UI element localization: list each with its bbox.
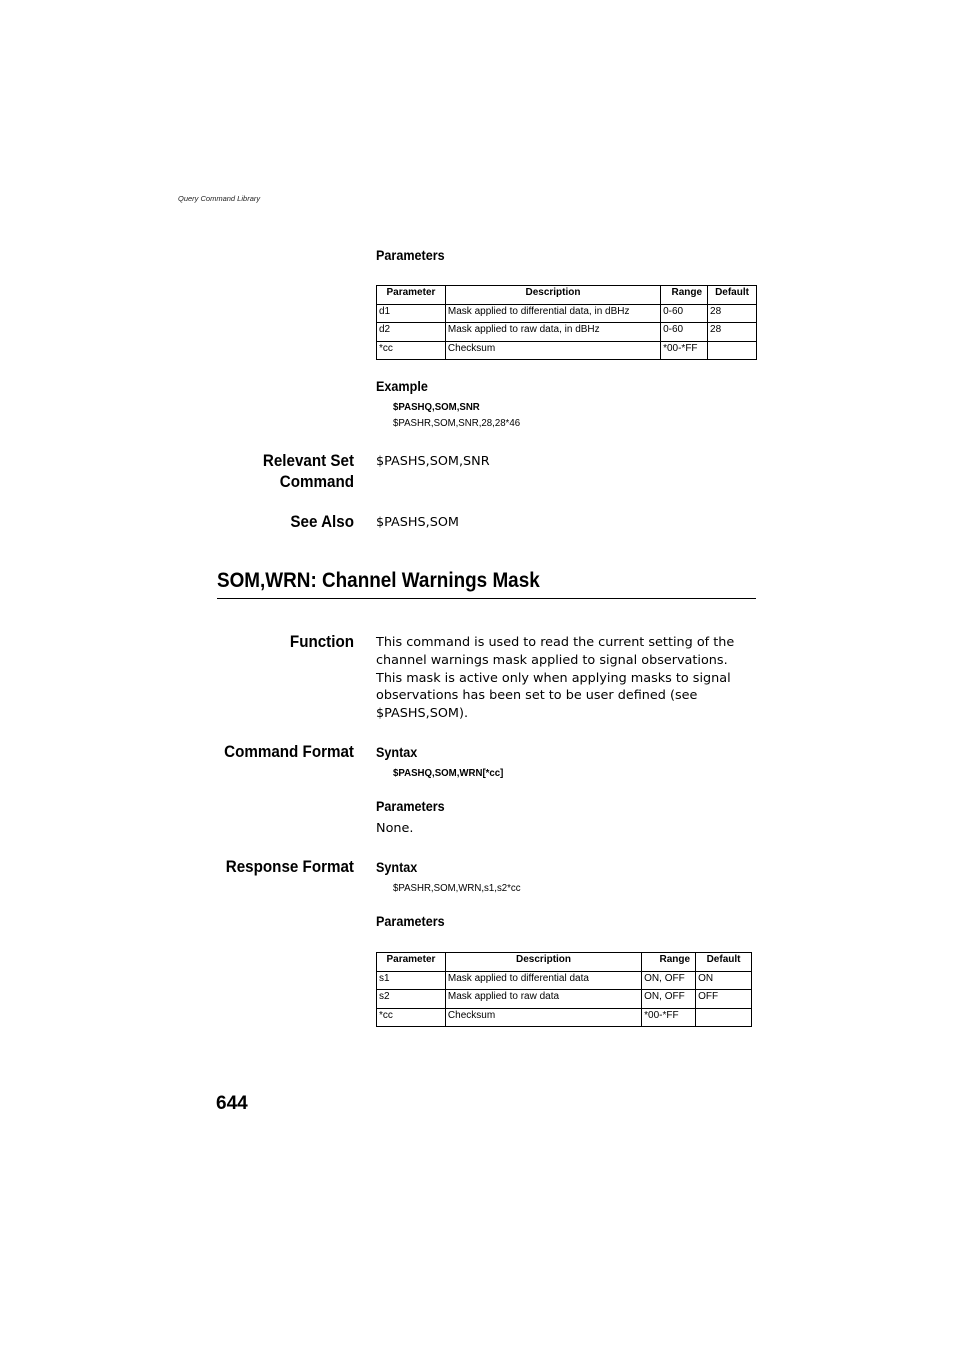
parameters-heading: Parameters [376, 247, 445, 263]
table-cell: Mask applied to raw data [445, 990, 641, 1009]
table-cell: 28 [708, 304, 757, 323]
table-cell: 0-60 [661, 323, 708, 342]
cmd-parameters-value: None. [376, 821, 414, 836]
parameters-table-snr [376, 285, 757, 360]
table-row [377, 990, 752, 1009]
resp-parameters-heading: Parameters [376, 913, 445, 929]
column-header: Default [696, 953, 752, 972]
column-header: Description [445, 286, 660, 305]
page-number: 644 [216, 1093, 248, 1114]
cmd-parameters-heading: Parameters [376, 798, 445, 814]
column-header: Range [642, 953, 696, 972]
function-text: This command is used to read the current setting of the channel warnings mask applied to signal observations. This mask is active only when applying masks to signal observations has been set to be user defined (see $PASHS,SOM). [376, 635, 735, 722]
example-query: $PASHQ,SOM,SNR [393, 401, 480, 413]
command-format-label: Command Format [224, 743, 354, 761]
see-also-value: $PASHS,SOM [376, 515, 459, 530]
resp-syntax: $PASHR,SOM,WRN,s1,s2*cc [393, 882, 521, 894]
response-format-label: Response Format [225, 858, 354, 876]
relevant-set-label: Relevant Set Command [262, 452, 354, 491]
resp-syntax-heading: Syntax [376, 859, 418, 875]
column-header: Parameter [377, 286, 446, 305]
table-cell: ON, OFF [642, 971, 696, 990]
table-cell [696, 1008, 752, 1027]
table-cell: 28 [708, 323, 757, 342]
table-cell: s2 [377, 990, 446, 1009]
table-cell: *cc [377, 1008, 446, 1027]
see-also-label: See Also [290, 513, 354, 531]
table-cell: OFF [696, 990, 752, 1009]
section-title: SOM,WRN: Channel Warnings Mask [217, 569, 540, 592]
table-header-row [377, 953, 752, 972]
table-row [377, 1008, 752, 1027]
section-rule [217, 598, 756, 599]
table-cell: *cc [377, 341, 446, 360]
example-heading: Example [376, 378, 428, 394]
table-row [377, 971, 752, 990]
table-row [377, 323, 757, 342]
parameters-table-wrn [376, 952, 752, 1027]
column-header: Range [661, 286, 708, 305]
table-cell: s1 [377, 971, 446, 990]
table-cell: Mask applied to raw data, in dBHz [445, 323, 660, 342]
table-cell: Checksum [445, 1008, 641, 1027]
table-cell: *00-*FF [642, 1008, 696, 1027]
relevant-set-value: $PASHS,SOM,SNR [376, 454, 490, 469]
column-header: Default [708, 286, 757, 305]
column-header: Parameter [377, 953, 446, 972]
column-header: Description [445, 953, 641, 972]
table-row [377, 304, 757, 323]
table-cell: d1 [377, 304, 446, 323]
running-header: Query Command Library [178, 194, 261, 203]
table-cell [708, 341, 757, 360]
table-cell: d2 [377, 323, 446, 342]
table-header-row [377, 286, 757, 305]
table-cell: Mask applied to differential data, in dBHz [445, 304, 660, 323]
table-cell: 0-60 [661, 304, 708, 323]
table-cell: ON [696, 971, 752, 990]
cmd-syntax: $PASHQ,SOM,WRN[*cc] [393, 767, 504, 779]
table-cell: *00-*FF [661, 341, 708, 360]
table-cell: ON, OFF [642, 990, 696, 1009]
table-cell: Mask applied to differential data [445, 971, 641, 990]
cmd-syntax-heading: Syntax [376, 744, 418, 760]
example-reply: $PASHR,SOM,SNR,28,28*46 [393, 417, 521, 429]
function-label: Function [289, 633, 354, 651]
table-row [377, 341, 757, 360]
table-cell: Checksum [445, 341, 660, 360]
